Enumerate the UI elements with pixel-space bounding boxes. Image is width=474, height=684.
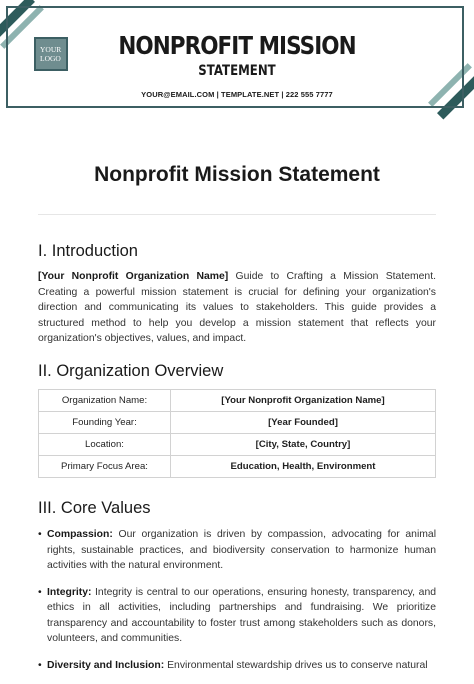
introduction-paragraph bbox=[38, 269, 436, 347]
table-value: [Your Nonprofit Organization Name] bbox=[171, 390, 436, 412]
org-name-placeholder: [Your Nonprofit Organization Name] bbox=[38, 271, 229, 282]
introduction-text: Guide to Crafting a Mission Statement. Creating a powerful mission statement is crucial for defining your organization's direction and communicating its values to stakeholders. This guide provides a structured method to help you develop a mission statement that reflects your organization's objectives, values, and impact. bbox=[38, 271, 436, 344]
divider bbox=[38, 214, 436, 215]
value-title: Diversity and Inclusion: bbox=[47, 659, 165, 671]
table-value: [Year Founded] bbox=[171, 412, 436, 434]
value-title: Compassion: bbox=[47, 529, 113, 540]
table-label: Primary Focus Area: bbox=[39, 456, 171, 478]
table-label: Location: bbox=[39, 434, 171, 456]
header-subtitle: STATEMENT bbox=[198, 63, 276, 79]
list-item bbox=[38, 527, 436, 574]
value-text: Integrity is central to our operations, ensuring honesty, transparency, and ethics in all activities, including partnerships and fundraising. We prioritize transparency and accountability to foster trust among stakeholders such as donors, volunteers, and communities. bbox=[47, 586, 436, 644]
logo-line-2: LOGO bbox=[40, 54, 61, 63]
introduction-heading: I. Introduction bbox=[38, 242, 138, 260]
core-values-list bbox=[38, 527, 436, 684]
document-title: Nonprofit Mission Statement bbox=[94, 163, 380, 186]
value-text: Our organization is driven by compassion, advocating for animal rights, sustainable practices, and biodiversity conservation to harmonize human activities with the natural environment. bbox=[47, 529, 436, 571]
value-text: Environmental stewardship drives us to conserve natural bbox=[164, 659, 428, 671]
logo-line-1: YOUR bbox=[40, 45, 62, 54]
core-values-heading: III. Core Values bbox=[38, 499, 151, 517]
table-label: Founding Year: bbox=[39, 412, 171, 434]
value-title: Integrity: bbox=[47, 586, 92, 598]
table-row bbox=[39, 412, 436, 434]
table-value: Education, Health, Environment bbox=[171, 456, 436, 478]
table-row bbox=[39, 390, 436, 412]
table-row bbox=[39, 434, 436, 456]
list-item bbox=[38, 585, 436, 647]
table-label: Organization Name: bbox=[39, 390, 171, 412]
overview-table bbox=[38, 389, 436, 478]
table-value: [City, State, Country] bbox=[171, 434, 436, 456]
overview-heading: II. Organization Overview bbox=[38, 362, 224, 380]
header-title: NONPROFIT MISSION bbox=[118, 31, 356, 60]
table-row bbox=[39, 456, 436, 478]
header-contact: YOUR@EMAIL.COM | TEMPLATE.NET | 222 555 7777 bbox=[141, 90, 333, 99]
